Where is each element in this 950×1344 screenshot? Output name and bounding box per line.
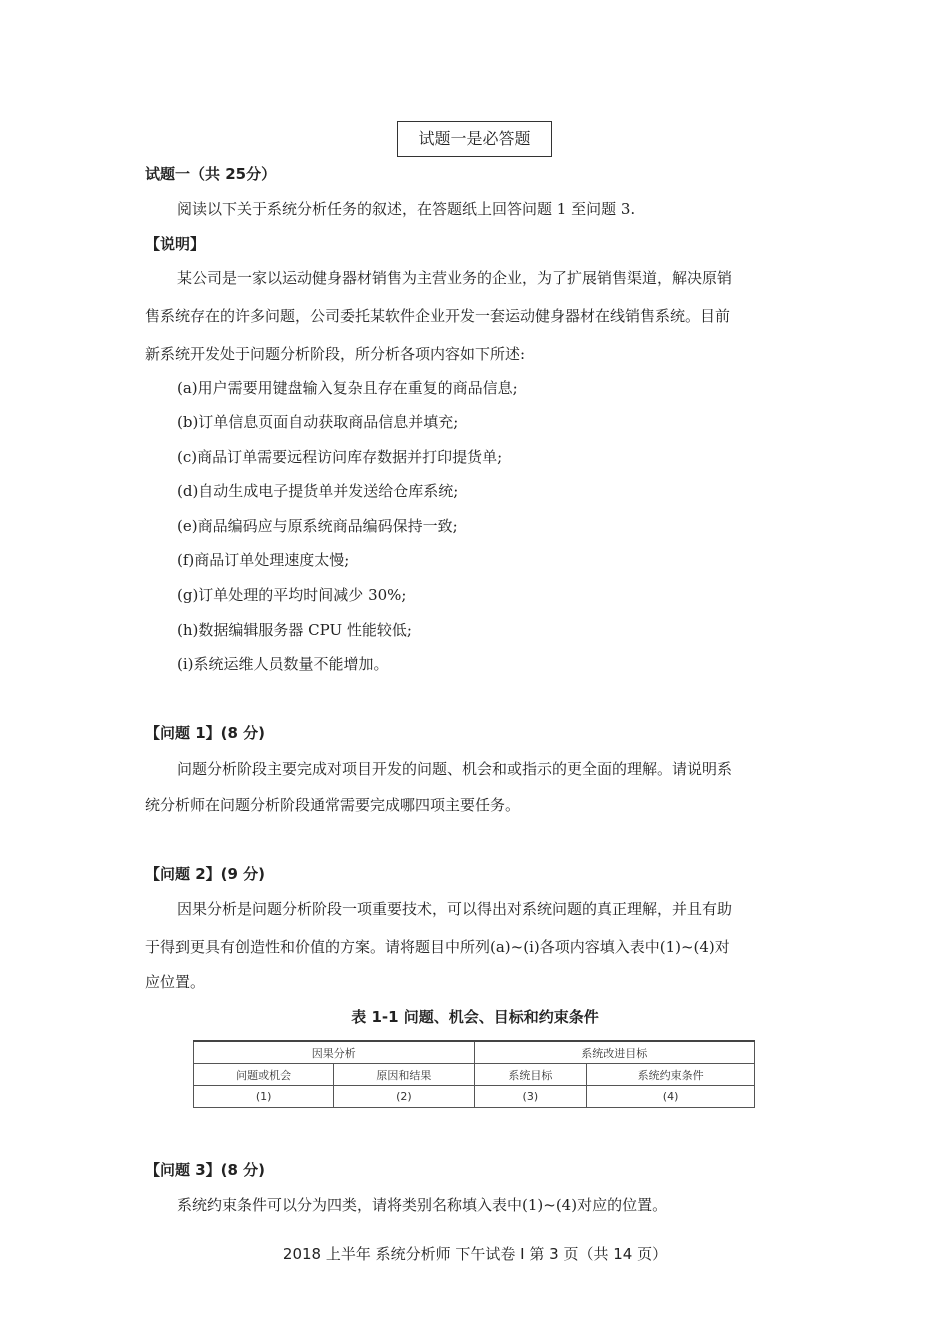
table-header: 系统约束条件 [587, 1064, 755, 1086]
list-item-d: (d)自动生成电子提货单并发送给仓库系统; [177, 482, 459, 500]
required-question-title: 试题一是必答题 [397, 121, 552, 157]
table-header: 原因和结果 [334, 1064, 474, 1086]
question-2-line-2: 于得到更具有创造性和价值的方案。请将题目中所列(a)~(i)各项内容填入表中(1)~(4)对 [145, 938, 730, 956]
table-caption: 表 1-1 问题、机会、目标和约束条件 [351, 1008, 599, 1026]
list-item-e: (e)商品编码应与原系统商品编码保持一致; [177, 517, 458, 535]
question-3-line-1: 系统约束条件可以分为四类，请将类别名称填入表中(1)~(4)对应的位置。 [177, 1196, 668, 1214]
intro-text: 阅读以下关于系统分析任务的叙述，在答题纸上回答问题 1 至问题 3. [177, 200, 636, 218]
section-header: 试题一（共 25分） [145, 165, 277, 183]
page-footer: 2018 上半年 系统分析师 下午试卷 I 第 3 页（共 14 页） [282, 1245, 668, 1263]
list-item-a: (a)用户需要用键盘输入复杂且存在重复的商品信息; [177, 379, 518, 397]
list-item-i: (i)系统运维人员数量不能增加。 [177, 655, 389, 673]
analysis-table [193, 1040, 755, 1108]
question-2-line-3: 应位置。 [145, 973, 206, 991]
table-header: 问题或机会 [194, 1064, 334, 1086]
question-1-label: 【问题 1】(8 分) [145, 724, 266, 742]
question-1-line-1: 问题分析阶段主要完成对项目开发的问题、机会和或指示的更全面的理解。请说明系 [177, 760, 733, 778]
list-item-f: (f)商品订单处理速度太慢; [177, 551, 350, 569]
para-line-3: 新系统开发处于问题分析阶段，所分析各项内容如下所述: [145, 345, 526, 363]
table-group-improvement-goals: 系统改进目标 [474, 1041, 755, 1064]
table-cell: (4) [587, 1086, 755, 1108]
table-group-cause-analysis: 因果分析 [194, 1041, 475, 1064]
question-2-line-1: 因果分析是问题分析阶段一项重要技术，可以得出对系统问题的真正理解，并且有助 [177, 900, 733, 918]
explain-label: 【说明】 [145, 235, 206, 253]
question-1-line-2: 统分析师在问题分析阶段通常需要完成哪四项主要任务。 [145, 796, 521, 814]
list-item-h: (h)数据编辑服务器 CPU 性能较低; [177, 621, 412, 639]
para-line-1: 某公司是一家以运动健身器材销售为主营业务的企业，为了扩展销售渠道，解决原销 [177, 269, 733, 287]
list-item-b: (b)订单信息页面自动获取商品信息并填充; [177, 413, 459, 431]
table-cell: (1) [194, 1086, 334, 1108]
table-cell: (3) [474, 1086, 587, 1108]
table-cell: (2) [334, 1086, 474, 1108]
list-item-g: (g)订单处理的平均时间减少 30%; [177, 586, 407, 604]
question-3-label: 【问题 3】(8 分) [145, 1161, 266, 1179]
question-2-label: 【问题 2】(9 分) [145, 865, 266, 883]
table-header: 系统目标 [474, 1064, 587, 1086]
list-item-c: (c)商品订单需要远程访问库存数据并打印提货单; [177, 448, 503, 466]
para-line-2: 售系统存在的许多问题，公司委托某软件企业开发一套运动健身器材在线销售系统。目前 [145, 307, 731, 325]
